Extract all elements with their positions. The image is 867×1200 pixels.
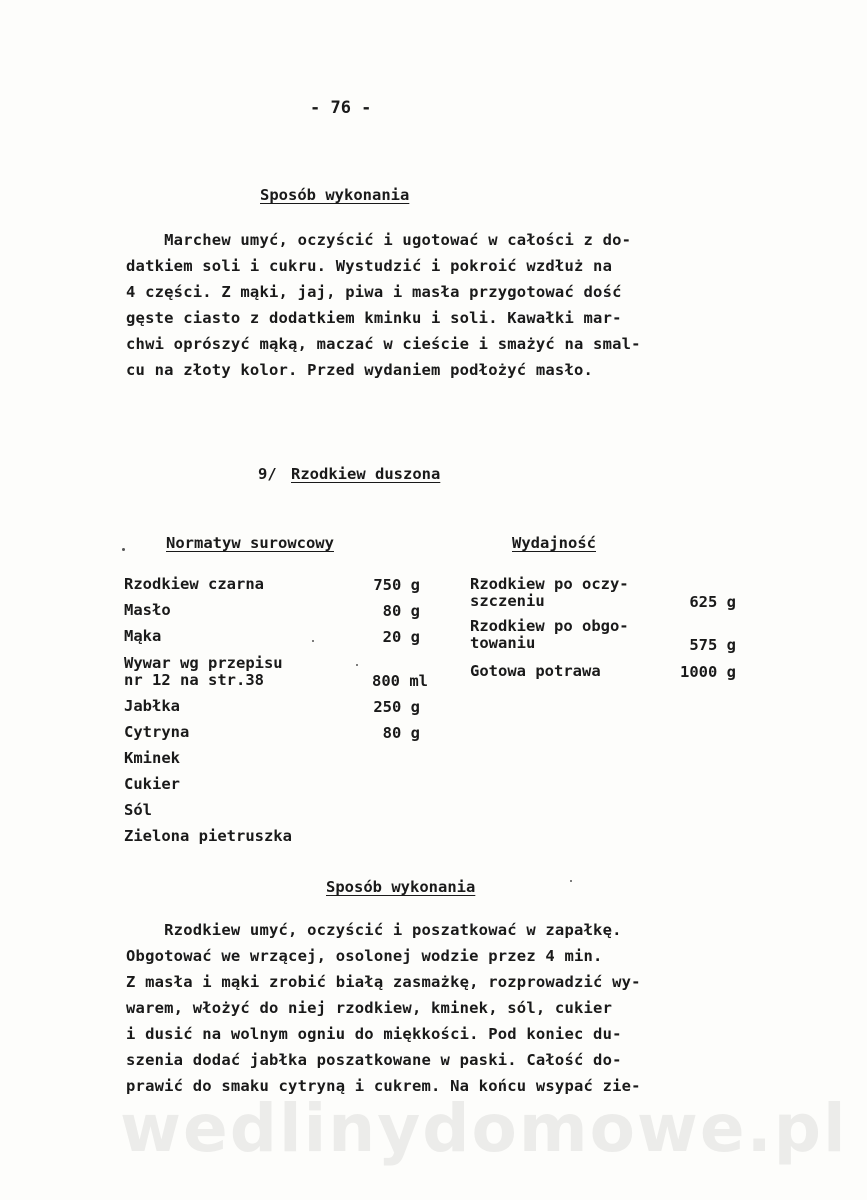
ingredient-name: Zielona pietruszka	[124, 827, 292, 845]
yield-name: Rzodkiew po obgo- towaniu	[470, 617, 629, 652]
paragraph-line: i dusić na wolnym ogniu do miękkości. Pod koniec du-	[126, 1025, 622, 1043]
ingredient-name: Kminek	[124, 749, 180, 767]
ingredient-qty: 80 g	[382, 724, 420, 742]
ingredient-name: Mąka	[124, 627, 162, 645]
ingredient-name: Jabłka	[124, 697, 180, 715]
paragraph-line: szenia dodać jabłka poszatkowane w paski. Całość do-	[126, 1051, 622, 1069]
paragraph-line: datkiem soli i cukru. Wystudzić i pokroić wzdłuż na	[126, 257, 613, 275]
scan-speck	[356, 664, 358, 666]
yield-name: Gotowa potrawa	[470, 662, 601, 680]
recipe-title: Rzodkiew duszona	[291, 465, 441, 483]
paragraph-line: Z masła i mąki zrobić białą zasmażkę, rozprowadzić wy-	[126, 973, 641, 991]
paragraph-line: gęste ciasto z dodatkiem kminku i soli. Kawałki mar-	[126, 309, 622, 327]
ingredient-qty: 750 g	[373, 576, 420, 594]
watermark: wedlinydomowe.pl	[120, 1090, 848, 1167]
ingredient-name: Cukier	[124, 775, 180, 793]
paragraph-line: cu na złoty kolor. Przed wydaniem podłożyć masło.	[126, 361, 594, 379]
scan-speck	[570, 880, 572, 882]
yield-qty: 575 g	[689, 636, 736, 654]
section2-heading: Sposób wykonania	[326, 878, 476, 896]
ingredient-qty: 250 g	[373, 698, 420, 716]
ingredient-name: Wywar wg przepisu nr 12 na str.38	[124, 654, 283, 689]
scan-speck	[122, 548, 125, 551]
paragraph-line: prawić do smaku cytryną i cukrem. Na końcu wsypać zie-	[126, 1077, 641, 1095]
ingredient-name: Rzodkiew czarna	[124, 575, 264, 593]
paragraph-line: Rzodkiew umyć, oczyścić i poszatkować w zapałkę.	[126, 921, 622, 939]
ingredient-name: Masło	[124, 601, 171, 619]
paragraph-line: 4 części. Z mąki, jaj, piwa i masła przygotować dość	[126, 283, 622, 301]
ingredient-qty: 20 g	[382, 628, 420, 646]
ingredient-name: Sól	[124, 801, 152, 819]
section1-heading: Sposób wykonania	[260, 186, 410, 204]
yield-name: Rzodkiew po oczy- szczeniu	[470, 575, 629, 610]
wydajnosc-heading: Wydajność	[512, 534, 596, 552]
paragraph-line: Obgotować we wrzącej, osolonej wodzie przez 4 min.	[126, 947, 603, 965]
ingredient-name: Cytryna	[124, 723, 190, 741]
recipe-number: 9/	[258, 465, 277, 483]
ingredient-qty: 80 g	[382, 602, 420, 620]
ingredient-qty: 800 ml	[372, 672, 428, 690]
yield-qty: 625 g	[689, 593, 736, 611]
paragraph-line: warem, włożyć do niej rzodkiew, kminek, sól, cukier	[126, 999, 613, 1017]
yield-qty: 1000 g	[680, 663, 736, 681]
page-number: - 76 -	[310, 98, 372, 118]
normatyw-heading: Normatyw surowcowy	[166, 534, 334, 552]
paragraph-line: Marchew umyć, oczyścić i ugotować w całości z do-	[126, 231, 632, 249]
paragraph-line: chwi oprószyć mąką, maczać w cieście i smażyć na smal-	[126, 335, 641, 353]
scan-speck	[312, 640, 314, 642]
